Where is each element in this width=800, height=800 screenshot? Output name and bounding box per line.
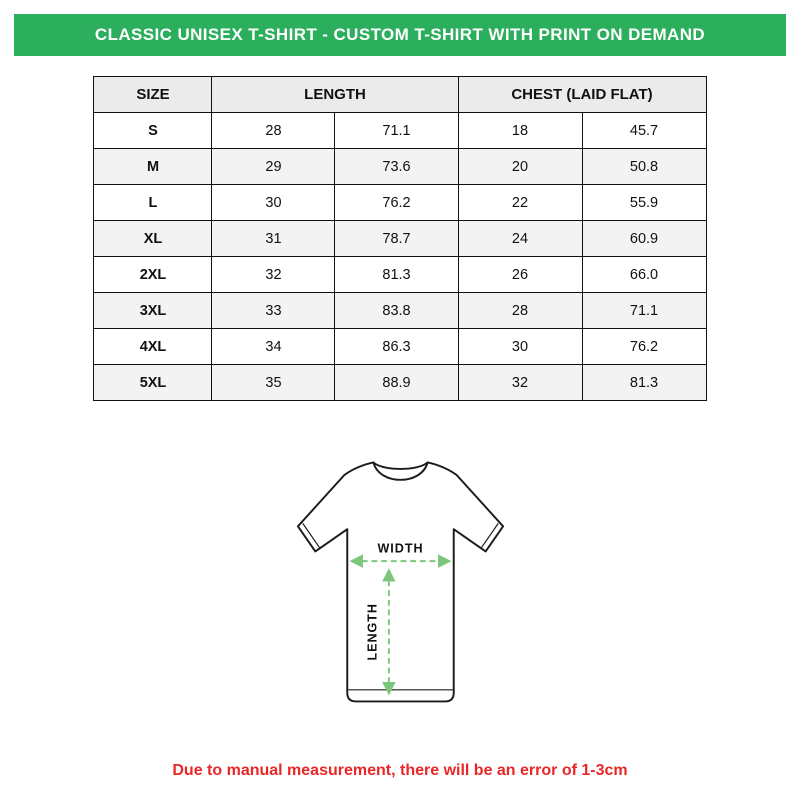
size-cell: 4XL [94,329,212,365]
length-in-cell: 30 [212,185,335,221]
chest-cm-cell: 50.8 [582,149,706,185]
title-banner [14,14,786,56]
length-in-cell: 28 [212,113,335,149]
table-row [94,365,706,401]
size-cell: S [94,113,212,149]
length-cm-cell: 73.6 [335,149,458,185]
length-cm-cell: 86.3 [335,329,458,365]
size-cell: 2XL [94,257,212,293]
size-cell: L [94,185,212,221]
back-collar-path [373,462,427,469]
measurement-diagram [0,445,800,745]
width-label: WIDTH [376,541,424,556]
chest-cm-cell: 45.7 [582,113,706,149]
chest-in-cell: 30 [458,329,582,365]
size-table [93,76,706,401]
col-header-chest: CHEST (LAID FLAT) [458,77,706,113]
table-row [94,293,706,329]
length-cm-cell: 78.7 [335,221,458,257]
size-cell: 5XL [94,365,212,401]
tshirt-body-path [297,462,502,701]
col-header-length: LENGTH [212,77,458,113]
table-row [94,257,706,293]
col-header-size: SIZE [94,77,212,113]
table-row [94,329,706,365]
table-header-row [94,77,706,113]
length-in-cell: 34 [212,329,335,365]
length-in-cell: 32 [212,257,335,293]
page-title: CLASSIC UNISEX T-SHIRT - CUSTOM T-SHIRT WITH PRINT ON DEMAND [94,25,706,44]
table-row [94,221,706,257]
length-in-cell: 35 [212,365,335,401]
chest-cm-cell: 60.9 [582,221,706,257]
measurement-disclaimer: Due to manual measurement, there will be an error of 1-3cm [172,762,628,779]
length-label: LENGTH [364,603,379,661]
table-row [94,113,706,149]
chest-cm-cell: 55.9 [582,185,706,221]
size-cell: XL [94,221,212,257]
length-cm-cell: 71.1 [335,113,458,149]
length-cm-cell: 83.8 [335,293,458,329]
table-row [94,149,706,185]
length-in-cell: 29 [212,149,335,185]
chest-in-cell: 22 [458,185,582,221]
length-cm-cell: 81.3 [335,257,458,293]
chest-cm-cell: 71.1 [582,293,706,329]
chest-cm-cell: 76.2 [582,329,706,365]
chest-in-cell: 32 [458,365,582,401]
chest-in-cell: 20 [458,149,582,185]
length-in-cell: 31 [212,221,335,257]
chest-in-cell: 28 [458,293,582,329]
length-cm-cell: 88.9 [335,365,458,401]
length-in-cell: 33 [212,293,335,329]
table-row [94,185,706,221]
chest-cm-cell: 81.3 [582,365,706,401]
tshirt-diagram-icon [255,445,546,745]
tshirt-outline-icon [297,462,502,701]
chest-cm-cell: 66.0 [582,257,706,293]
chest-in-cell: 18 [458,113,582,149]
size-cell: M [94,149,212,185]
length-cm-cell: 76.2 [335,185,458,221]
chest-in-cell: 26 [458,257,582,293]
chest-in-cell: 24 [458,221,582,257]
size-cell: 3XL [94,293,212,329]
